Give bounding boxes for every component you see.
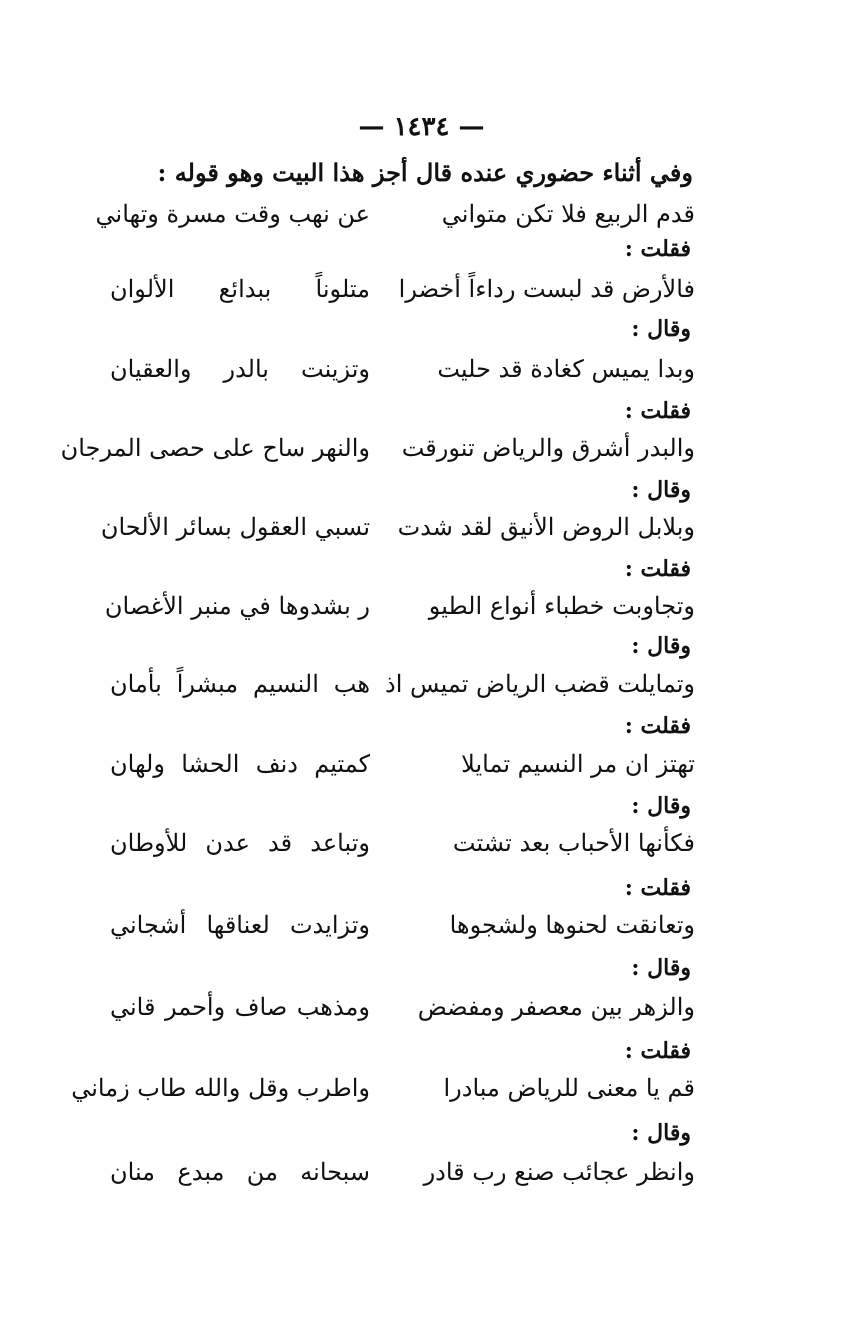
verse-first-hemistich: والبدر أشرق والرياض تنورقت [401,434,695,462]
verse-line [110,275,695,315]
verse-second-hemistich: متلوناً ببدائع الألوان [110,275,370,303]
verse-first-hemistich: والزهر بين معصفر ومفضض [417,993,695,1021]
intro-line: وفي أثناء حضوري عنده قال أجز هذا البيت وهو قوله : [157,158,693,187]
verse-line [110,911,695,951]
verse-line [110,355,695,395]
verse-second-hemistich: ر بشدوها في منبر الأغصان [104,592,370,620]
verse-second-hemistich: سبحانه من مبدع منان [110,1158,370,1186]
verse-line [95,200,695,240]
verse-second-hemistich: ومذهب صاف وأحمر قاني [110,993,370,1021]
verse-second-hemistich: وتباعد قد عدن للأوطان [110,829,370,857]
speaker-label: فقلت : [624,556,691,582]
speaker-label: وقال : [631,955,691,981]
verse-first-hemistich: وتجاوبت خطباء أنواع الطيو [428,592,695,620]
speaker-label: فقلت : [624,236,691,262]
verse-first-hemistich: فكأنها الأحباب بعد تشتت [452,829,695,857]
verse-first-hemistich: قم يا معنى للرياض مبادرا [443,1074,695,1102]
verse-first-hemistich: قدم الربيع فلا تكن متواني [441,200,695,228]
page-number: — ١٤٣٤ — [358,112,485,142]
verse-first-hemistich: وبدا يميس كغادة قد حليت [437,355,695,383]
verse-first-hemistich: فالأرض قد لبست رداءاً أخضرا [398,275,695,303]
verse-line [110,829,695,869]
verse-line [110,670,695,710]
verse-second-hemistich: وتزينت بالدر والعقيان [110,355,370,383]
speaker-label: وقال : [631,793,691,819]
speaker-label: وقال : [631,1120,691,1146]
verse-first-hemistich: وتمايلت قضب الرياض تميس اذ [385,670,695,698]
verse-second-hemistich: عن نهب وقت مسرة وتهاني [95,200,370,228]
speaker-label: فقلت : [624,875,691,901]
verse-line [110,1158,695,1198]
speaker-label: فقلت : [624,713,691,739]
verse-second-hemistich: تسبي العقول بسائر الألحان [100,513,370,541]
speaker-label: وقال : [631,633,691,659]
verse-line [104,592,695,632]
speaker-label: وقال : [631,316,691,342]
verse-second-hemistich: هب النسيم مبشراً بأمان [110,670,370,698]
verse-first-hemistich: تهتز ان مر النسيم تمايلا [461,750,695,778]
speaker-label: وقال : [631,477,691,503]
verse-line [71,1074,695,1114]
verse-line [110,750,695,790]
verse-line [60,434,695,474]
verse-line [110,993,695,1033]
verse-first-hemistich: وانظر عجائب صنع رب قادر [423,1158,695,1186]
verse-second-hemistich: والنهر ساح على حصى المرجان [60,434,370,462]
verse-line [100,513,695,553]
verse-second-hemistich: وتزايدت لعناقها أشجاني [110,911,370,939]
verse-first-hemistich: وبلابل الروض الأنيق لقد شدت [397,513,695,541]
speaker-label: فقلت : [624,1038,691,1064]
speaker-label: فقلت : [624,398,691,424]
verse-second-hemistich: واطرب وقل والله طاب زماني [71,1074,370,1102]
verse-second-hemistich: كمتيم دنف الحشا ولهان [110,750,370,778]
verse-first-hemistich: وتعانقت لحنوها ولشجوها [449,911,695,939]
